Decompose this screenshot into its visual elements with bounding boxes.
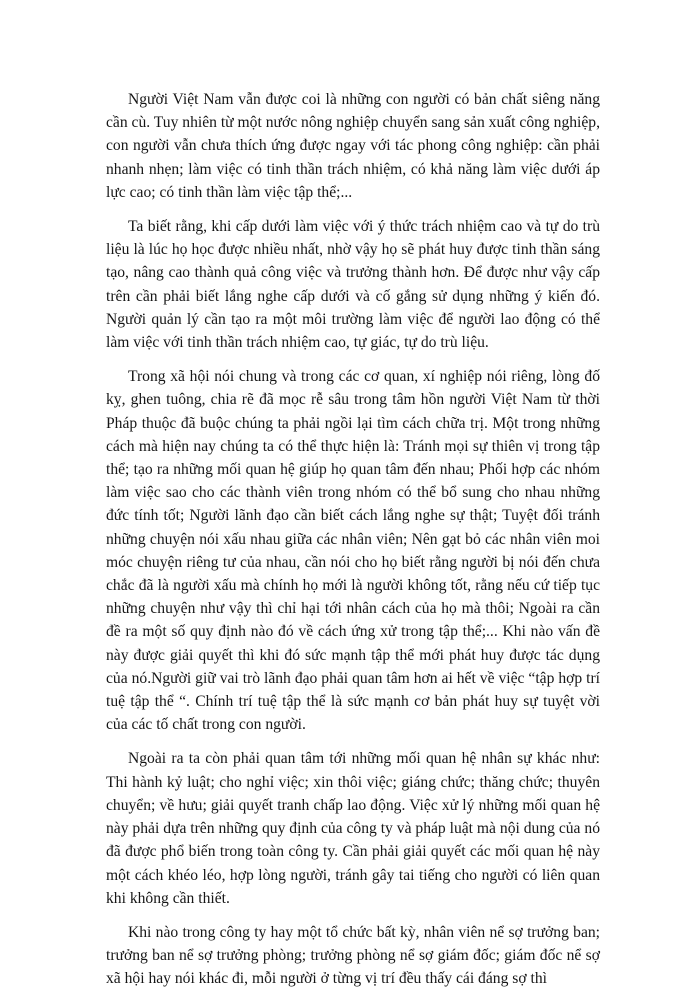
paragraph-2: Ta biết rằng, khi cấp dưới làm việc với ý thức trách nhiệm cao và tự do trù liệu là lúc họ học được nhiều nhất, nhờ vậy họ sẽ phát huy được tinh thần sáng tạo, nâng cao thành quả công việc và trưởng thành hơn. Để được như vậy cấp trên cần phải biết lắng nghe cấp dưới và cố gắng sử dụng những ý kiến đó. Người quản lý cần tạo ra một môi trường làm việc để người lao động có thể làm việc với tinh thần trách nhiệm cao, tự giác, tự do trù liệu.	[106, 218, 600, 352]
paragraph-1: Người Việt Nam vẫn được coi là những con người có bản chất siêng năng cần cù. Tuy nhiên từ một nước nông nghiệp chuyển sang sản xuất công nghiệp, con người vẫn chưa thích ứng được ngay với tác phong công nghiệp: cần phải nhanh nhẹn; làm việc có tinh thần trách nhiệm, có khả năng làm việc dưới áp lực cao; có tinh thần làm việc tập thể;...	[106, 91, 600, 201]
paragraph-5: Khi nào trong công ty hay một tổ chức bất kỳ, nhân viên nể sợ trưởng ban; trưởng ban nể sợ trưởng phòng; trưởng phòng nể sợ giám đốc; giám đốc nể sợ xã hội hay nói khác đi, mỗi người ở từng vị trí đều thấy cái đáng sợ thì	[106, 923, 600, 988]
paragraph-3: Trong xã hội nói chung và trong các cơ quan, xí nghiệp nói riêng, lòng đố kỵ, ghen tuông, chia rẽ đã mọc rễ sâu trong tâm hồn người Việt Nam từ thời Pháp thuộc đã buộc chúng ta phải ngồi lại tìm cách chữa trị. Một trong những cách mà hiện nay chúng ta có thể thực hiện là: Tránh mọi sự thiên vị trong tập thể; tạo ra những mối quan hệ giúp họ quan tâm đến nhau; Phối hợp các nhóm làm việc sao cho các thành viên trong nhóm có thể bổ sung cho nhau những đức tính tốt; Người lãnh đạo cần biết cách lắng nghe sự thật; Tuyệt đối tránh những chuyện nói xấu nhau giữa các nhân viên; Nên gạt bỏ các nhân viên moi móc chuyện riêng tư của nhau, cần nói cho họ biết rằng người bị nói đến chưa chắc đã là người xấu mà chính họ mới là người không tốt, rằng nếu cứ tiếp tục những chuyện như vậy thì chỉ hại tới nhân cách của họ mà thôi; Ngoài ra cần đề ra một số quy định nào đó về cách ứng xử trong tập thể;... Khi nào vấn đề này được giải quyết thì khi đó sức mạnh tập thể mới phát huy được tác dụng của nó.Người giữ vai trò lãnh đạo phải quan tâm hơn ai hết về việc “tập hợp trí tuệ tập thể “. Chính trí tuệ tập thể là sức mạnh cơ bản phát huy sự tuyệt vời của các tố chất trong con người.	[106, 368, 600, 734]
paragraph-4: Ngoài ra ta còn phải quan tâm tới những mối quan hệ nhân sự khác như: Thi hành kỷ luật; cho nghỉ việc; xin thôi việc; giáng chức; thăng chức; thuyên chuyển; về hưu; giải quyết tranh chấp lao động. Việc xử lý những mối quan hệ này phải dựa trên những quy định của công ty và pháp luật mà nội dung của nó đã được phổ biến trong toàn công ty. Cần phải giải quyết các mối quan hệ này một cách khéo léo, hợp lòng người, tránh gây tai tiếng cho người có liên quan khi không cần thiết.	[106, 750, 600, 907]
